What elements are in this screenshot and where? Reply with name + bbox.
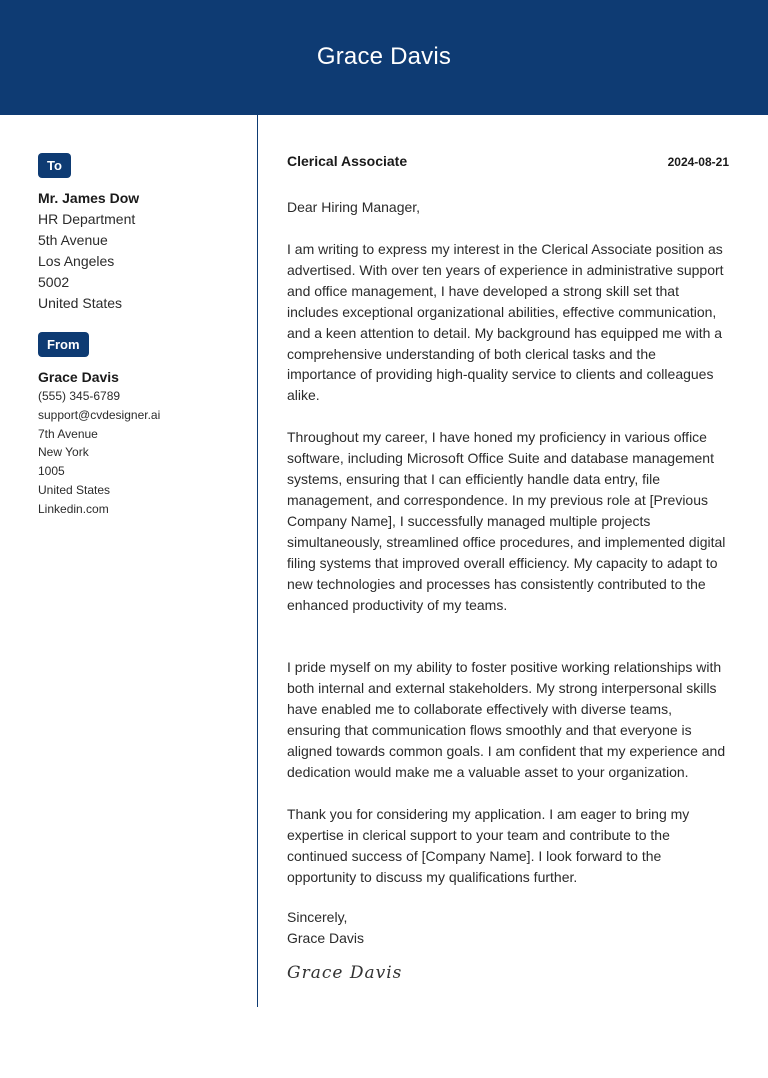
sender-website: Linkedin.com — [38, 501, 109, 516]
paragraph: Thank you for considering my application. I am eager to bring my expertise in clerical support to your team and contribute to the continued success of [Company Name]. I look forward to the opportunity to discuss my qualifications further. — [287, 805, 690, 885]
closing-text: Sincerely, — [287, 909, 348, 926]
recipient-street: 5th Avenue — [38, 232, 108, 248]
paragraph: Throughout my career, I have honed my proficiency in various office software, including Microsoft Office Suite and database management systems, ensuring that I can efficiently handle data entry, file management, and correspondence. In my previous role at [Previous Company Name], I successfully managed multiple projects simultaneously, streamlined office procedures, and implemented digital filing systems that improved overall efficiency. My capacity to adapt to new technologies and processes has consistently contributed to the enhanced productivity of my teams. — [287, 429, 726, 613]
sidebar — [38, 153, 238, 519]
vertical-divider — [257, 115, 258, 1007]
letter-date: 2024-08-21 — [667, 155, 729, 169]
sender-email: support@cvdesigner.ai — [38, 407, 161, 422]
letter-body — [287, 153, 729, 983]
paragraph: I am writing to express my interest in the Clerical Associate position as advertised. With over ten years of experience in administrative support and office management, I have developed a strong skill set that includes exceptional organizational abilities, effective communication, and a keen attention to detail. My background has equipped me with a comprehensive understanding of both clerical tasks and the importance of providing high-quality service to clients and colleagues alike. — [287, 241, 724, 404]
sender-country: United States — [38, 482, 111, 497]
sender-zip: 1005 — [38, 464, 65, 479]
recipient-zip: 5002 — [38, 274, 70, 290]
closing-block — [287, 907, 729, 949]
header-name: Grace Davis — [316, 42, 452, 70]
signature: Grace Davis — [287, 963, 403, 984]
from-badge: From — [38, 332, 89, 357]
sender-name: Grace Davis — [38, 369, 119, 385]
closing-name: Grace Davis — [287, 930, 365, 947]
recipient-department: HR Department — [38, 211, 136, 227]
paragraph: I pride myself on my ability to foster positive working relationships with both internal and external stakeholders. My strong interpersonal skills have enabled me to collaborate effectively with diverse teams, ensuring that communication flows smoothly and that everyone is aligned towards common goals. I am confident that my experience and dedication would make me a valuable asset to your organization. — [287, 659, 726, 780]
sender-street: 7th Avenue — [38, 426, 98, 441]
to-badge: To — [38, 153, 71, 178]
header-banner — [0, 0, 768, 115]
sender-city: New York — [38, 445, 89, 460]
sender-block — [38, 367, 238, 519]
recipient-country: United States — [38, 295, 123, 311]
recipient-city: Los Angeles — [38, 253, 115, 269]
recipient-name: Mr. James Dow — [38, 190, 140, 206]
to-badge-wrap — [38, 153, 238, 178]
from-badge-wrap — [38, 332, 238, 357]
title-row — [287, 153, 729, 169]
job-title: Clerical Associate — [287, 153, 408, 169]
greeting: Dear Hiring Manager, — [287, 199, 421, 215]
recipient-block — [38, 188, 238, 314]
sender-phone: (555) 345-6789 — [38, 389, 121, 403]
